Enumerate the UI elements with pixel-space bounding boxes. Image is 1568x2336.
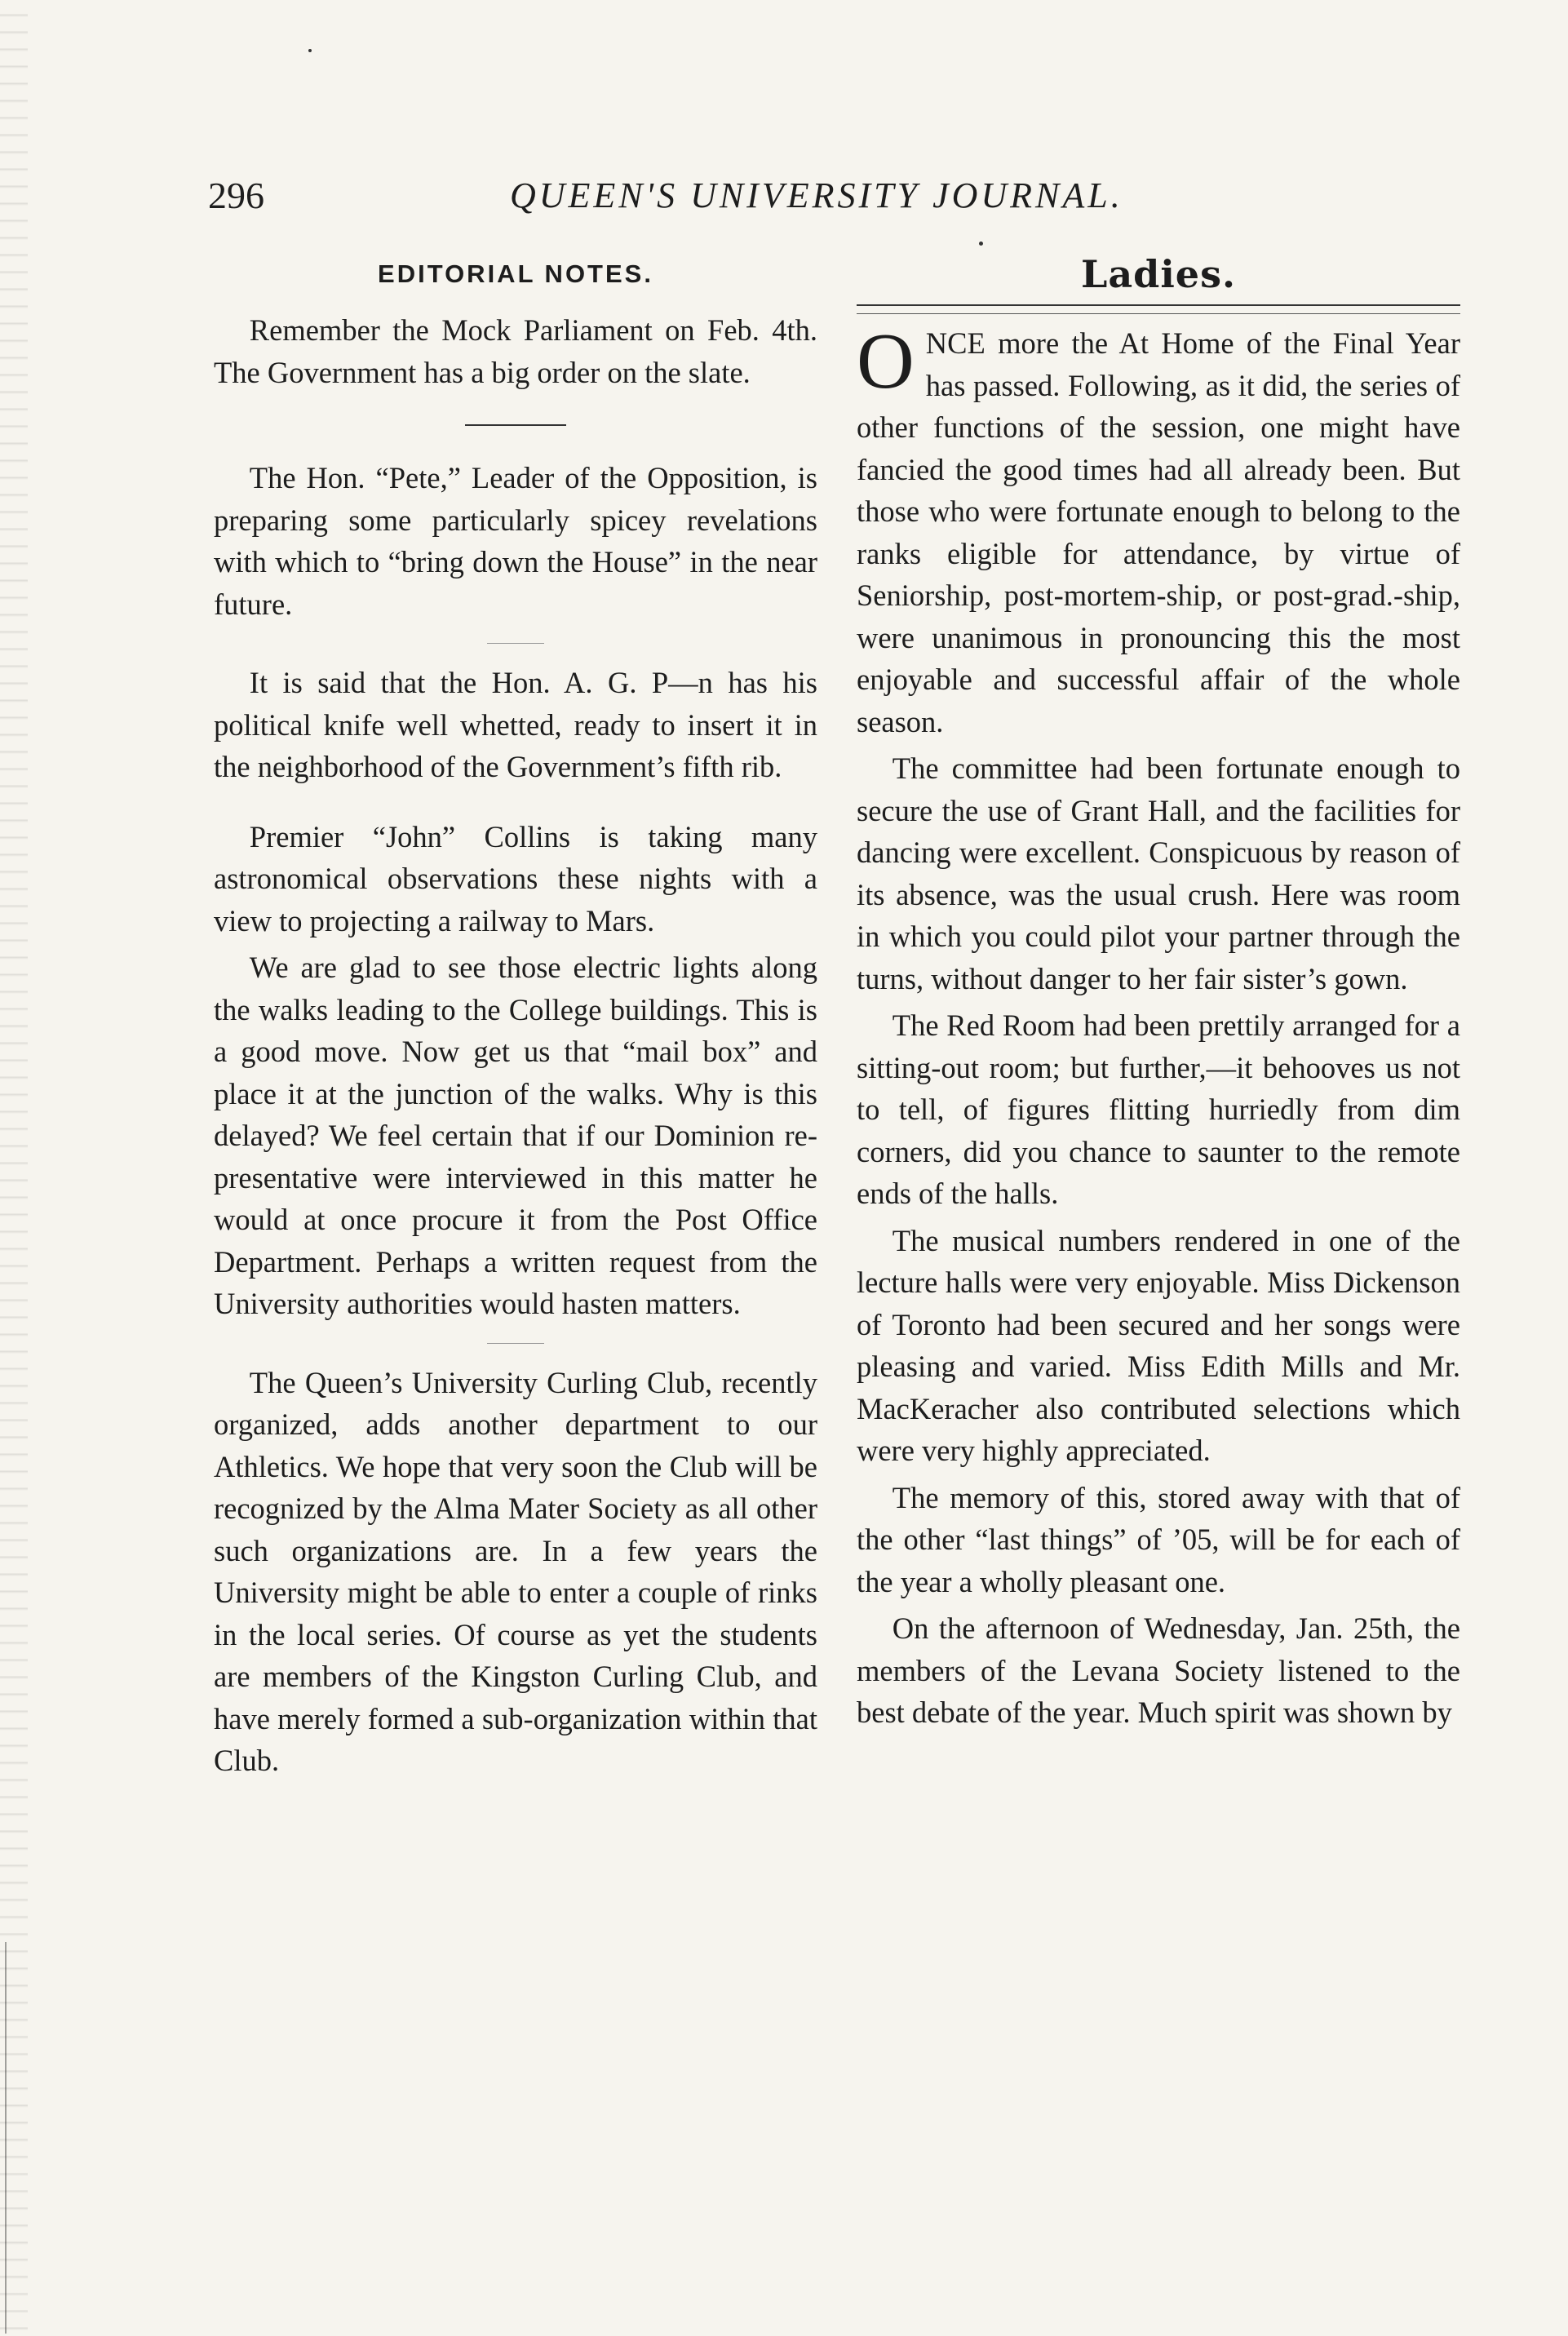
binding-edge-line: [5, 1942, 7, 2334]
editorial-paragraph-electric-lights: We are glad to see those electric lights along the walks leading to the College buildings. This is a good move. Now get us that “mail box” and place it at the junction of the walks. Why is this delayed? We feel certain that if our Dominion representative were interviewed in this matter he would at once procure it from the Post Office Department. Perhaps a written request from the University authorities would hasten matters.: [214, 951, 817, 1320]
ladies-paragraph-committee: The committee had been fortunate enough to secure the use of Grant Hall, and the facilities for dancing were excellent. Conspicuous by reason of its absence, was the usual crush. Here was room in which you could pilot your partner through the turns, without danger to her fair sister’s gown.: [857, 751, 1460, 995]
editorial-paragraph-mock-parliament: Remember the Mock Parliament on Feb. 4th. The Government has a big order on the slate.: [214, 313, 817, 389]
ladies-column: [857, 249, 1460, 1734]
journal-title: QUEEN'S UNIVERSITY JOURNAL.: [510, 175, 1123, 215]
ladies-heading: Ladies.: [1081, 252, 1236, 296]
scan-speck: [308, 49, 312, 52]
heading-double-rule: [857, 304, 1460, 314]
section-divider-faint: [487, 1343, 544, 1344]
ladies-paragraph-at-home-text: NCE more the At Home of the Final Year has passed. Following, as it did, the series of other functions of the session, one might have fancied the good times had all already been. But those who were fortunate enough to belong to the ranks eligible for attendance, by virtue of Seniorship, post-mortem-ship, or post-grad.-ship, were unanimous in pronouncing this the most enjoyable and successful affair of the whole season.: [857, 326, 1460, 738]
ladies-paragraph-memory: The memory of this, stored away with that of the other “last things” of ’05, will be for each of the year a wholly pleasant one.: [857, 1480, 1460, 1598]
editorial-notes-column: [214, 249, 817, 1782]
section-divider: [465, 424, 566, 426]
ladies-paragraph-at-home: [857, 317, 1460, 742]
editorial-paragraph-hon-pete: The Hon. “Pete,” Leader of the Opposition, is preparing some particularly spicey revelations with which to “bring down the House” in the near future.: [214, 461, 817, 621]
page-number: 296: [208, 175, 264, 216]
scan-speck: [979, 242, 983, 246]
running-head: [208, 171, 1154, 220]
ladies-paragraph-levana-debate: On the afternoon of Wednesday, Jan. 25th, the members of the Levana Society listened to the best debate of the year. Much spirit was shown by: [857, 1611, 1460, 1729]
drop-cap-letter: O: [857, 317, 915, 406]
ladies-paragraph-musical-numbers: The musical numbers rendered in one of the lecture halls were very enjoyable. Miss Dickenson of Toronto had been secured and her songs were pleasing and varied. Miss Edith Mills and Mr. MacKeracher also contributed selections which were very highly appreciated.: [857, 1223, 1460, 1467]
editorial-paragraph-political-knife: It is said that the Hon. A. G. P—n has his political knife well whetted, ready to insert it in the neighborhood of the Government’s fifth rib.: [214, 666, 817, 783]
editorial-paragraph-curling-club: The Queen’s University Curling Club, recently organized, adds another department to our Athletics. We hope that very soon the Club will be recognized by the Alma Mater Society as all other such organizations are. In a few years the University might be able to enter a couple of rinks in the local series. Of course as yet the students are members of the Kingston Curling Club, and have merely formed a sub-organization within that Club.: [214, 1365, 817, 1777]
ladies-paragraph-red-room: The Red Room had been prettily arranged for a sitting-out room; but further,—it behooves us not to tell, of figures flitting hurriedly from dim corners, did you chance to saunter to the remote ends of the halls.: [857, 1008, 1460, 1210]
editorial-notes-heading: EDITORIAL NOTES.: [378, 259, 653, 288]
section-divider-faint: [487, 643, 544, 644]
editorial-paragraph-premier-collins: Premier “John” Collins is taking many astronomical observations these nights with a view to projecting a railway to Mars.: [214, 819, 817, 938]
